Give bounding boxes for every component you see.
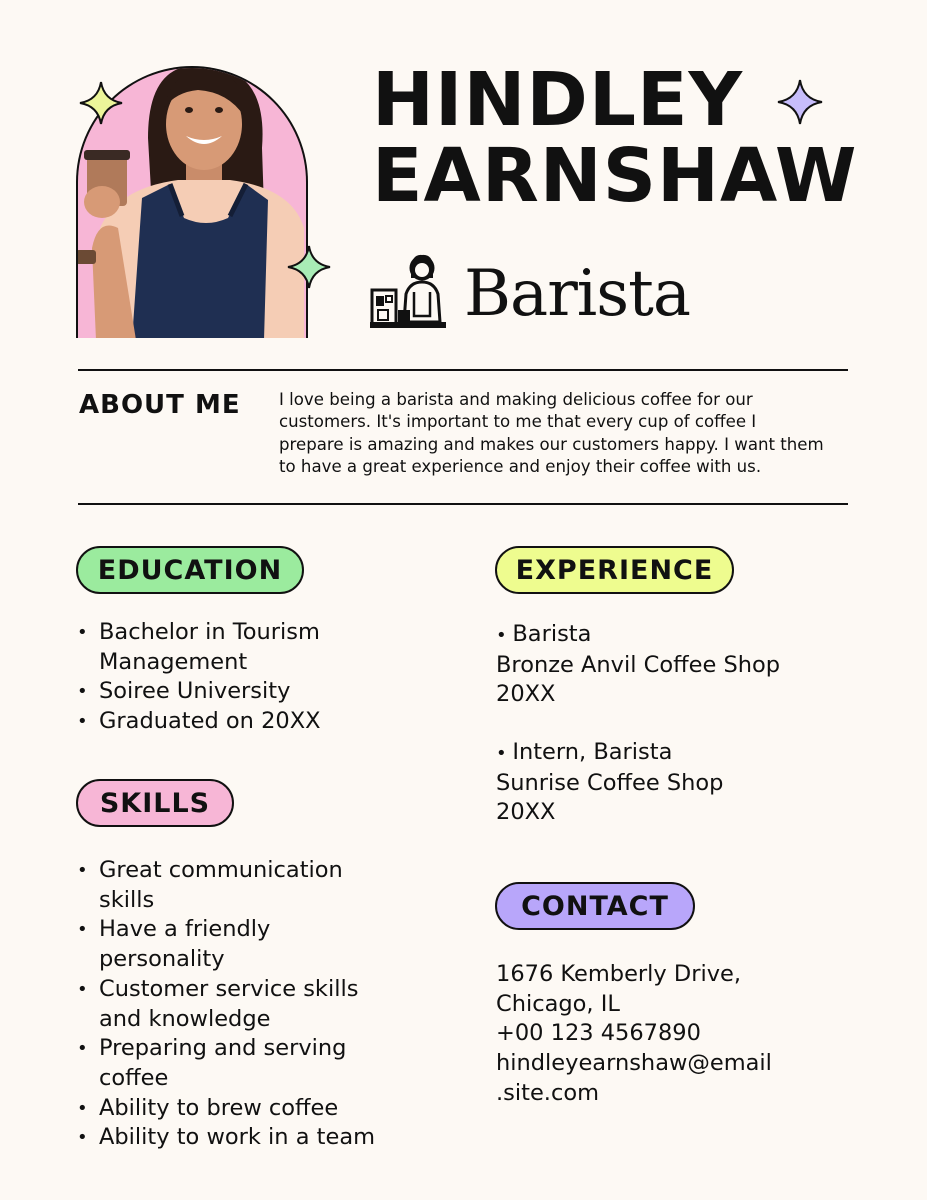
experience-year: 20XX xyxy=(496,681,556,708)
about-line: customers. It's important to me that every cup of coffee I xyxy=(279,412,757,432)
contact-address-line2: Chicago, IL xyxy=(496,990,620,1017)
list-item: • Have a friendly personality xyxy=(77,915,417,974)
experience-entry xyxy=(496,620,876,710)
full-name xyxy=(372,57,872,219)
name-last: EARNSHAW xyxy=(372,133,858,219)
job-title: Barista xyxy=(464,257,690,331)
list-item: • Ability to work in a team xyxy=(77,1123,417,1153)
experience-entry xyxy=(496,738,876,828)
divider-top xyxy=(78,369,848,371)
experience-role: • Intern, Barista xyxy=(496,738,876,769)
experience-company: Sunrise Coffee Shop xyxy=(496,769,724,796)
list-item: • Bachelor in Tourism Management xyxy=(77,618,407,677)
list-item: • Customer service skills and knowledge xyxy=(77,975,417,1034)
barista-icon xyxy=(370,252,450,332)
education-list xyxy=(77,618,407,737)
sparkle-yellow-icon xyxy=(78,80,124,126)
about-line: I love being a barista and making delicious coffee for our xyxy=(279,390,753,409)
experience-year: 20XX xyxy=(496,799,556,826)
contact-email-line2: .site.com xyxy=(496,1079,599,1106)
list-item: • Great communication skills xyxy=(77,856,417,915)
experience-heading: EXPERIENCE xyxy=(495,546,734,594)
about-heading: ABOUT ME xyxy=(79,390,241,420)
education-heading: EDUCATION xyxy=(76,546,304,594)
skills-list xyxy=(77,856,417,1153)
sparkle-green-icon xyxy=(286,244,332,290)
list-item: • Ability to brew coffee xyxy=(77,1094,417,1124)
list-item: • Soiree University xyxy=(77,677,407,707)
divider-bottom xyxy=(78,503,848,505)
contact-info xyxy=(496,960,896,1109)
experience-company: Bronze Anvil Coffee Shop xyxy=(496,651,781,678)
contact-phone: +00 123 4567890 xyxy=(496,1020,701,1047)
list-item: • Preparing and serving coffee xyxy=(77,1034,417,1093)
about-text xyxy=(279,389,859,478)
contact-address-line1: 1676 Kemberly Drive, xyxy=(496,961,742,987)
contact-email-line1: hindleyearnshaw@email xyxy=(496,1050,772,1077)
name-first: HINDLEY xyxy=(372,57,744,143)
experience-role: • Barista xyxy=(496,620,876,651)
list-item: • Graduated on 20XX xyxy=(77,707,407,737)
skills-heading: SKILLS xyxy=(76,779,234,827)
about-line: to have a great experience and enjoy their coffee with us. xyxy=(279,456,762,476)
contact-heading: CONTACT xyxy=(495,882,695,930)
about-line: prepare is amazing and makes our customers happy. I want them xyxy=(279,434,824,454)
